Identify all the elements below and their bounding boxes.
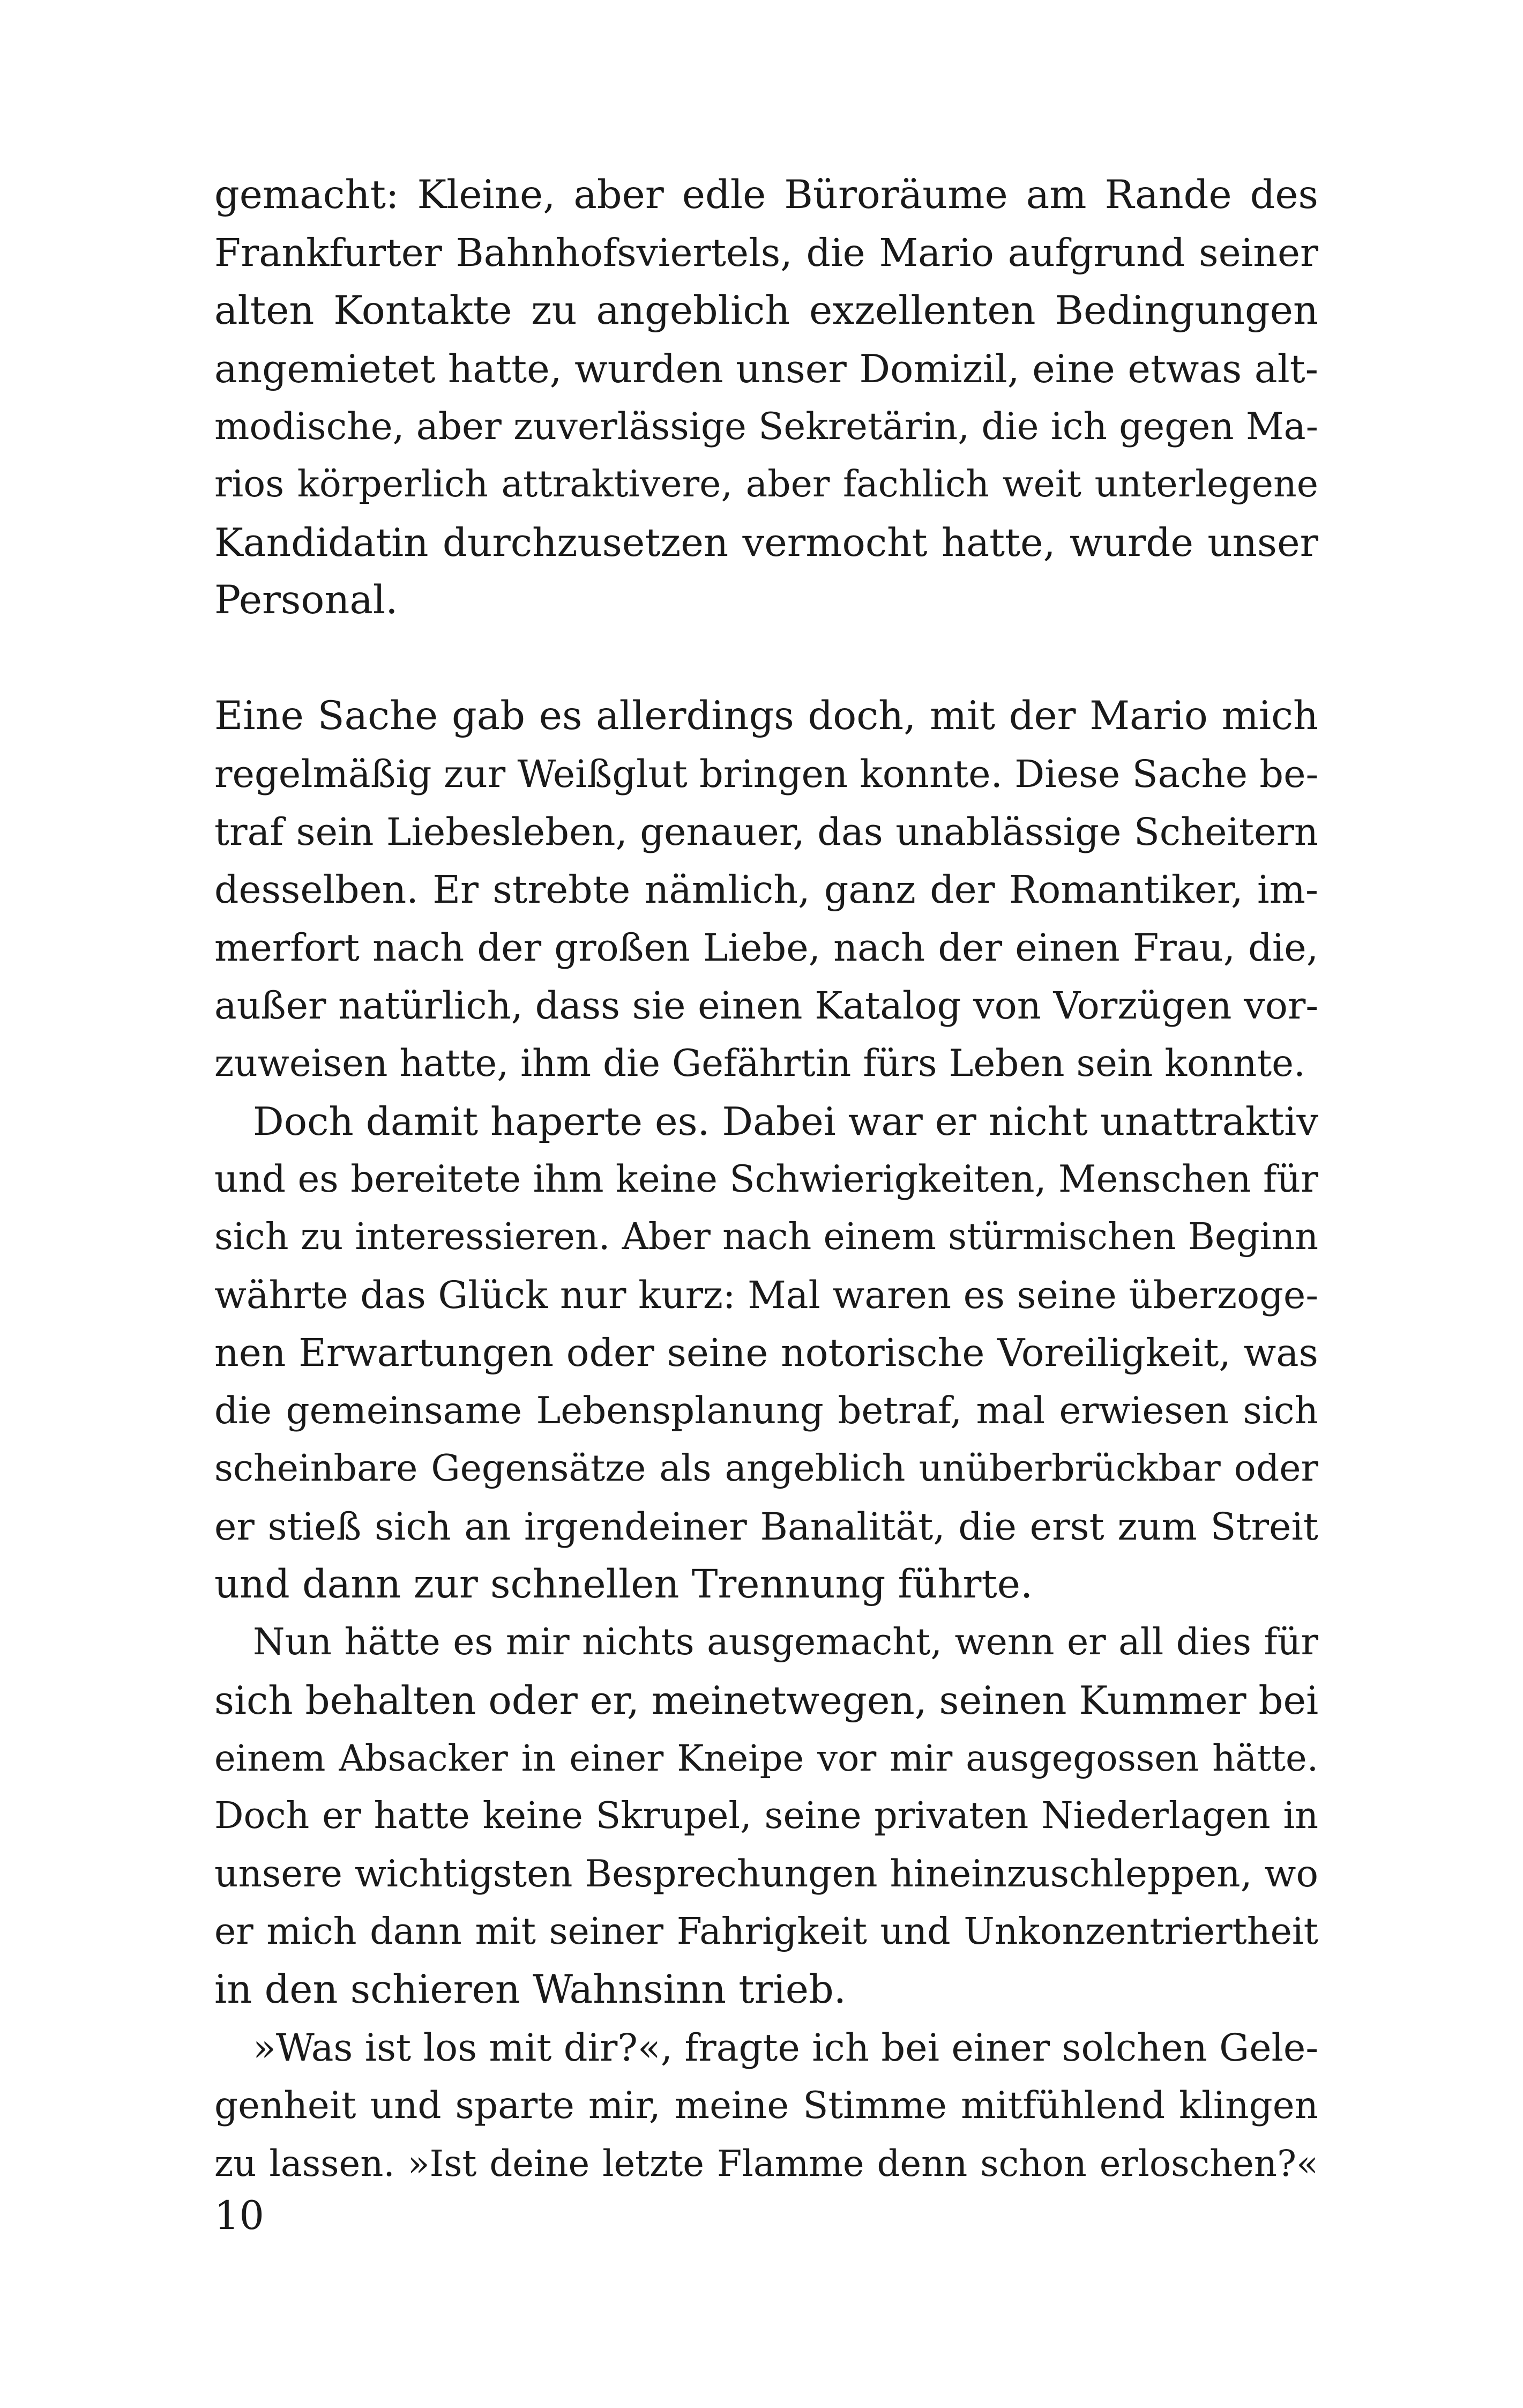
text-line: er stieß sich an irgendeiner Banalität, die erst zum Streit (214, 1505, 1318, 1549)
text-line: Frankfurter Bahnhofsviertels, die Mario aufgrund seiner (214, 231, 1318, 275)
text-line: desselben. Er strebte nämlich, ganz der Romantiker, im- (214, 867, 1318, 912)
paragraph (214, 1614, 1318, 2019)
text-line: in den schieren Wahnsinn trieb. (214, 1967, 846, 2012)
text-line: merfort nach der großen Liebe, nach der einen Frau, die, (214, 926, 1318, 970)
text-line: währte das Glück nur kurz: Mal waren es seine überzoge- (214, 1273, 1318, 1317)
text-line: die gemeinsame Lebensplanung betraf, mal erwiesen sich (214, 1389, 1318, 1432)
paragraph (214, 687, 1318, 1092)
text-line: sich behalten oder er, meinetwegen, seinen Kummer bei (214, 1678, 1318, 1723)
text-line: rios körperlich attraktivere, aber fachlich weit unterlegene (214, 463, 1318, 506)
text-line: und dann zur schnellen Trennung führte. (214, 1562, 1033, 1607)
text-line: alten Kontakte zu angeblich exzellenten Bedingungen (214, 288, 1318, 333)
text-line: »Was ist los mit dir?«, fragte ich bei einer solchen Gele- (253, 2026, 1318, 2070)
paragraph (214, 2019, 1318, 2193)
text-line: nen Erwartungen oder seine notorische Voreiligkeit, was (214, 1331, 1318, 1375)
paragraph (214, 166, 1318, 629)
text-line: außer natürlich, dass sie einen Katalog von Vorzügen vor- (214, 984, 1318, 1028)
text-line: gemacht: Kleine, aber edle Büroräume am Rande des (214, 172, 1318, 218)
text-line: Eine Sache gab es allerdings doch, mit der Mario mich (214, 693, 1318, 739)
text-line: modische, aber zuverlässige Sekretärin, die ich gegen Ma- (214, 405, 1318, 448)
text-line: einem Absacker in einer Kneipe vor mir ausgegossen hätte. (214, 1737, 1318, 1779)
text-line: Doch er hatte keine Skrupel, seine privaten Niederlagen in (214, 1795, 1318, 1837)
section-break (214, 629, 1318, 687)
text-line: Personal. (214, 577, 398, 623)
paragraph (214, 1092, 1318, 1614)
text-line: Nun hätte es mir nichts ausgemacht, wenn er all dies für (253, 1621, 1318, 1663)
text-line: angemietet hatte, wurden unser Domizil, eine etwas alt- (214, 346, 1318, 391)
text-line: und es bereitete ihm keine Schwierigkeiten, Menschen für (214, 1158, 1318, 1201)
text-line: regelmäßig zur Weißglut bringen konnte. Diese Sache be- (214, 752, 1318, 796)
text-line: Doch damit haperte es. Dabei war er nicht unattraktiv (253, 1099, 1318, 1144)
text-line: genheit und sparte mir, meine Stimme mitfühlend klingen (214, 2084, 1318, 2127)
text-line: unsere wichtigsten Besprechungen hineinzuschleppen, wo (214, 1853, 1318, 1896)
text-line: scheinbare Gegensätze als angeblich unüberbrückbar oder (214, 1447, 1318, 1490)
text-line: zu lassen. »Ist deine letzte Flamme denn schon erloschen?« (214, 2143, 1318, 2184)
text-line: er mich dann mit seiner Fahrigkeit und Unkonzentriertheit (214, 1911, 1318, 1953)
text-line: sich zu interessieren. Aber nach einem stürmischen Beginn (214, 1216, 1318, 1258)
text-line: Kandidatin durchzusetzen vermocht hatte, wurde unser (214, 520, 1318, 565)
text-line: zuweisen hatte, ihm die Gefährtin fürs Leben sein konnte. (214, 1042, 1305, 1085)
page-number: 10 (214, 2193, 264, 2239)
text-line: traf sein Liebesleben, genauer, das unablässige Scheitern (214, 810, 1318, 854)
body-text (214, 166, 1318, 2193)
